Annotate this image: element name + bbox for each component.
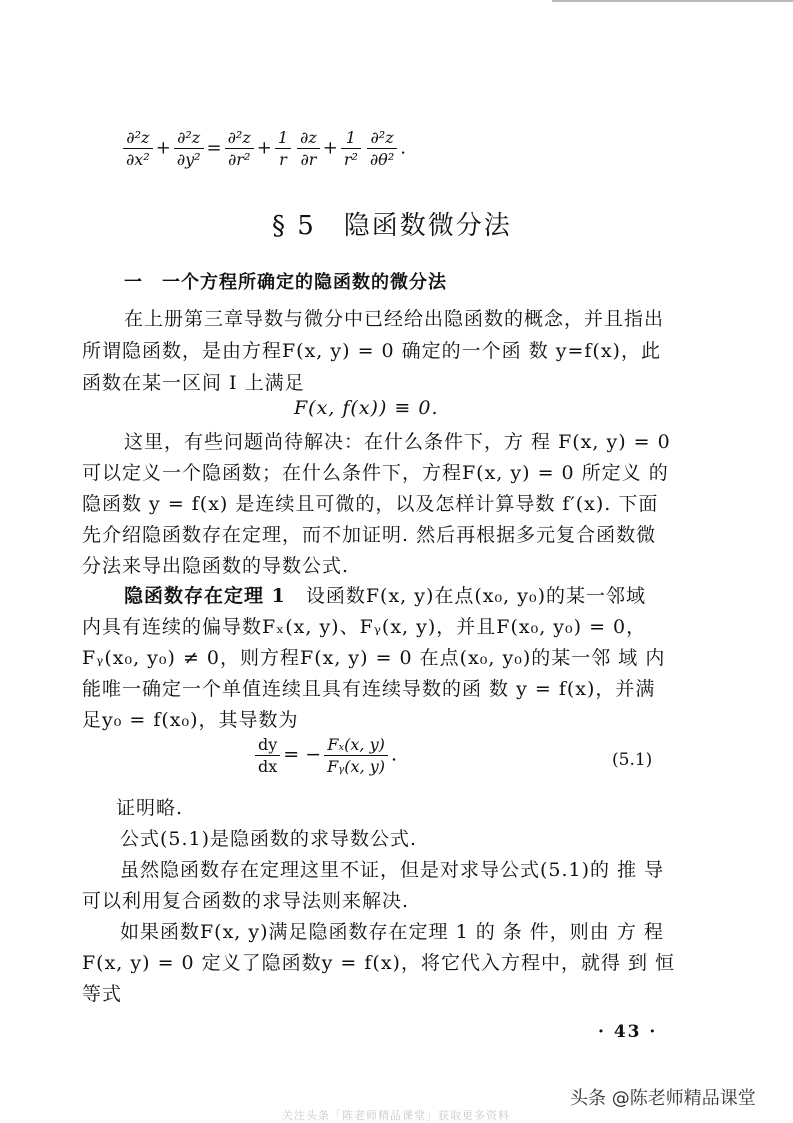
paragraph-line: 公式(5.1)是隐函数的求导数公式. [120,828,418,850]
paragraph-line: 先介绍隐函数存在定理，而不加证明. 然后再根据多元复合函数微 [82,524,657,546]
paragraph-line: 如果函数F(x, y)满足隐函数存在定理 1 的 条 件，则由 方 程 [120,921,664,943]
brand-watermark: 头条 @陈老师精品课堂 [570,1088,756,1109]
fraction: $\frac{\partial z}{\partial r}$ [297,128,320,169]
paragraph-line: 分法来导出隐函数的导数公式. [82,555,350,577]
fraction: $\frac{\text{Fₓ(x, y)}}{\text{Fᵧ(x, y)}}$ [324,735,388,776]
paragraph-line: 足y₀ = f(x₀)，其导数为 [82,709,299,731]
theorem-text: 设函数F(x, y)在点(x₀, y₀)的某一邻域 [305,585,646,607]
paragraph-line: 在上册第三章导数与微分中已经给出隐函数的概念，并且指出 [124,308,665,330]
paragraph-line: F(x, y) = 0 定义了隐函数y = f(x)，将它代入方程中，就得 到 恒 [82,952,676,974]
paragraph-line: 内具有连续的偏导数Fₓ(x, y)、Fᵧ(x, y)，并且F(x₀, y₀) = 0， [82,616,647,638]
footer-watermark: 关注头条「陈老师精品课堂」获取更多资料 [282,1109,510,1122]
paragraph-line: 虽然隐函数存在定理这里不证，但是对求导公式(5.1)的 推 导 [120,859,665,881]
fraction: $\frac{1}{\text{r²}}$ [341,128,361,169]
fraction: $\frac{1}{r}$ [275,128,291,169]
identity-equation: F(x, f(x)) ≡ 0. [294,397,439,419]
formula-laplacian-polar: $\frac{\text{∂²z}}{\text{∂x²}}$ + $\frac{\text{∂²z}}{\text{∂y²}}$ = $\frac{\text{∂²z}}{\text{∂r²}}$ + $\frac{1}{r}$ $\frac{\partial z}{\partial r}$ + $\frac{1}{\text{r²}}$ $\frac{\text{∂²z}}{\text{∂θ²}}$ . [120,128,406,169]
formula-5-1: $\frac{dy}{dx}$ = − $\frac{\text{Fₓ(x, y)}}{\text{Fᵧ(x, y)}}$ . [252,735,397,776]
paragraph-line: 这里，有些问题尚待解决：在什么条件下，方 程 F(x, y) = 0 [124,431,671,453]
section-title: § 5 隐函数微分法 [272,211,512,241]
fraction: $\frac{\text{∂²z}}{\text{∂θ²}}$ [367,128,397,169]
subsection-title: 一 一个方程所确定的隐函数的微分法 [124,272,447,293]
paragraph-line: 可以利用复合函数的求导法则来解决. [82,890,410,912]
page-number: · 43 · [598,1022,658,1042]
fraction: $\frac{dy}{dx}$ [255,735,280,776]
paragraph-line: 函数在某一区间 I 上满足 [82,372,305,394]
theorem-first-line [124,581,646,608]
paragraph-line: 可以定义一个隐函数；在什么条件下，方程F(x, y) = 0 所定义 的 [82,462,669,484]
paragraph-line: 隐函数 y = f(x) 是连续且可微的，以及怎样计算导数 f′(x). 下面 [82,493,659,515]
scan-edge-top-right [552,0,793,2]
proof-line: 证明略. [116,797,184,819]
equation-tag: (5.1) [612,750,653,770]
paragraph-line: 等式 [82,983,123,1005]
paragraph-line: 能唯一确定一个单值连续且具有连续导数的函 数 y = f(x)，并满 [82,678,656,700]
fraction: $\frac{\text{∂²z}}{\text{∂r²}}$ [225,128,254,169]
paragraph-line: 所谓隐函数，是由方程F(x, y) = 0 确定的一个函 数 y=f(x)，此 [82,340,661,362]
fraction: $\frac{\text{∂²z}}{\text{∂y²}}$ [174,128,204,169]
fraction: $\frac{\text{∂²z}}{\text{∂x²}}$ [123,128,153,169]
theorem-label: 隐函数存在定理 1 [124,585,286,607]
paragraph-line: Fᵧ(x₀, y₀) ≠ 0，则方程F(x, y) = 0 在点(x₀, y₀)的某一邻 域 内 [82,647,666,669]
